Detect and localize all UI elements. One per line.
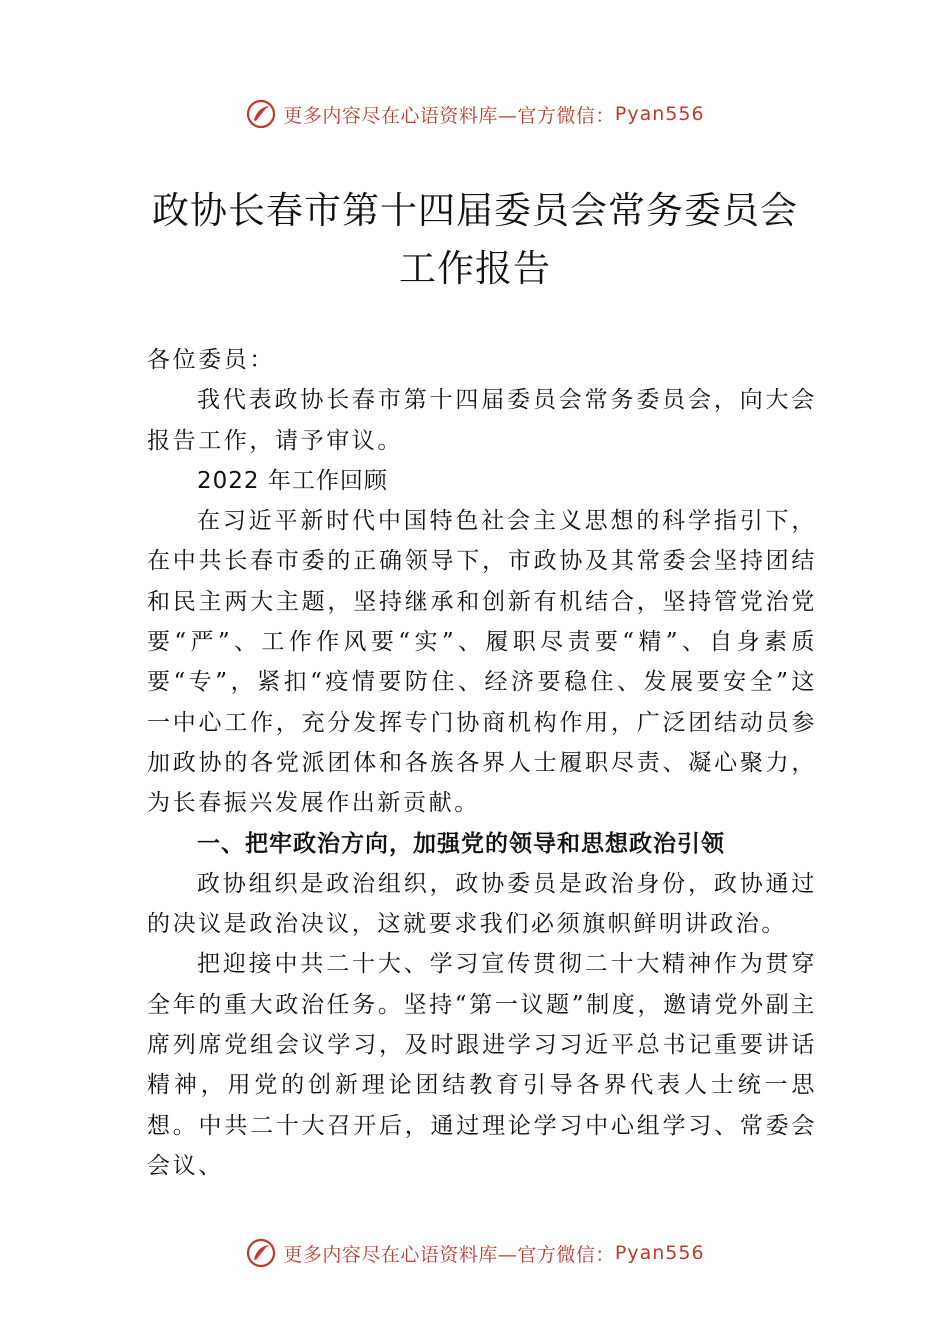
banner-text: 更多内容尽在心语资料库—官方微信： <box>283 1243 615 1266</box>
section1-paragraph-2: 把迎接中共二十大、学习宣传贯彻二十大精神作为贯穿全年的重大政治任务。坚持“第一议题”制度，邀请党外副主席列席党组会议学习，及时跟进学习习近平总书记重要讲话精神，用党的创新理论团结教育引导各界代表人士统一思想。中共二十大召开后，通过理论学习中心组学习、常委会会议、 <box>147 951 817 1179</box>
footer-banner <box>0 1233 950 1273</box>
section1-paragraph-1: 政协组织是政治组织，政协委员是政治身份，政协通过的决议是政治决议，这就要求我们必须旗帜鲜明讲政治。 <box>147 870 817 938</box>
banner-text: 更多内容尽在心语资料库—官方微信： <box>283 104 615 127</box>
banner-wechat-id: Pyan556 <box>614 103 705 125</box>
brand-logo-icon <box>245 98 277 130</box>
document-body <box>147 340 817 1186</box>
intro-paragraph: 我代表政协长春市第十四届委员会常务委员会，向大会报告工作，请予审议。 <box>147 387 817 454</box>
banner-wechat-id: Pyan556 <box>614 1242 705 1264</box>
brand-logo-icon <box>245 1237 277 1269</box>
review-heading: 2022 年工作回顾 <box>197 467 388 494</box>
header-banner <box>0 94 950 134</box>
section1-heading: 一、把牢政治方向，加强党的领导和思想政治引领 <box>197 830 725 857</box>
page-title: 政协长春市第十四届委员会常务委员会工作报告 <box>152 189 798 290</box>
review-paragraph: 在习近平新时代中国特色社会主义思想的科学指引下，在中共长春市委的正确领导下，市政协及其常委会坚持团结和民主两大主题，坚持继承和创新有机结合，坚持管党治党要“严”、工作作风要“实”、履职尽责要“精”、自身素质要“专”，紧扣“疫情要防住、经济要稳住、发展要安全”这一中心工作，充分发挥专门协商机构作用，广泛团结动员参加政协的各党派团体和各族各界人士履职尽责、凝心聚力，为长春振兴发展作出新贡献。 <box>147 508 817 817</box>
salutation: 各位委员： <box>147 347 275 373</box>
